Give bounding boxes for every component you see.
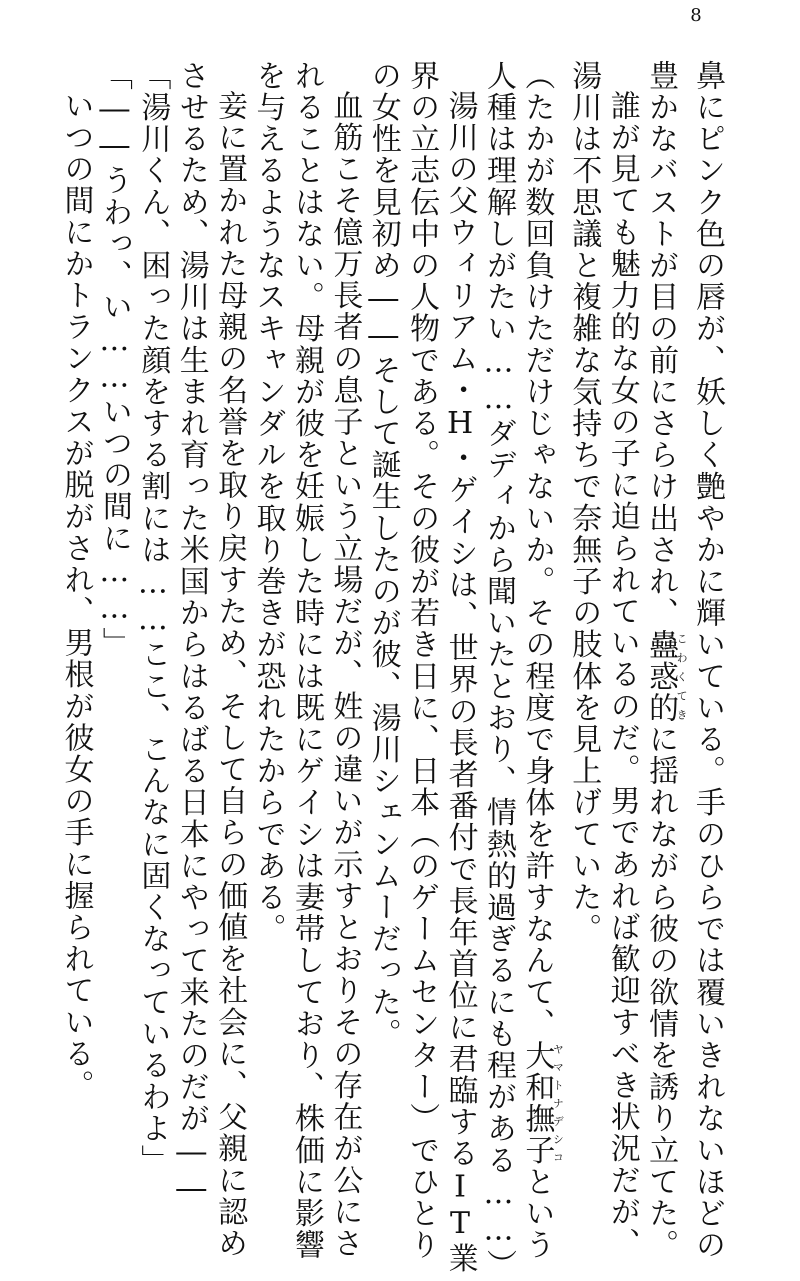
text-line: 湯川は不思議と複雑な気持ちで奈無子の肢体を見上げていた。	[566, 60, 602, 945]
text-line: させるため、湯川は生まれ育った米国からはるばる日本にやって来たのだが――	[173, 60, 209, 1208]
ruby-annotation: 大和撫子ヤマトナデシコ	[519, 1039, 565, 1167]
novel-text-body	[46, 60, 726, 1281]
ruby-annotation: 蠱惑的こわくてき	[643, 628, 689, 724]
text-line: 「――うわっ、い……いつの間に……」	[96, 60, 132, 659]
page-number: 8	[690, 5, 702, 26]
text-line: いつの間にかトランクスが脱がされ、男根が彼女の手に握られている。	[58, 90, 94, 1102]
text-line: 鼻にピンク色の唇が、妖しく艶やかに輝いている。手のひらでは覆いきれないほどの	[690, 60, 725, 1261]
text-line: 湯川の父ウィリアム・H・ゲイシは、世界の長者番付で長年首位に君臨するIT業	[442, 90, 478, 1275]
text-line: 血筋こそ億万長者の息子という立場だが、姓の違いが示すとおりその存在が公にさ	[327, 90, 363, 1260]
text-line: の女性を見初め――そして誕生したのが彼、湯川シェンムーだった。	[365, 60, 401, 1050]
text-line: 豊かなバストが目の前にさらけ出され、蠱惑的こわくてきに揺れながら彼の欲情を誘り立てた。	[643, 60, 689, 1261]
text-line: （たかが数回負けただけじゃないか。その程度で身体を許すなんて、大和撫子ヤマトナデシコという	[519, 60, 565, 1261]
text-line: を与えるようなスキャンダルを取り巻きが恐れたからである。	[250, 60, 286, 945]
text-line: 「湯川くん、困った顔をする割には……ここ、こんなに固くなっているわよ」	[135, 60, 171, 1176]
text-line: 人種は理解しがたい……ダディから聞いたとおり、情熱的過ぎるにも程がある……）	[480, 60, 516, 1281]
text-line: 界の立志伝中の人物である。その彼が若き日に、日本（のゲームセンター）でひとり	[404, 60, 440, 1261]
text-line: れることはない。母親が彼を妊娠した時には既にゲイシは妻帯しており、株価に影響	[288, 60, 324, 1261]
text-line: 妾に置かれた母親の名誉を取り戻すため、そして自らの価値を社会に、父親に認め	[212, 90, 248, 1260]
text-line: 誰が見ても魅力的な女の子に迫られているのだ。男であれば歓迎すべき状況だが、	[604, 90, 640, 1260]
